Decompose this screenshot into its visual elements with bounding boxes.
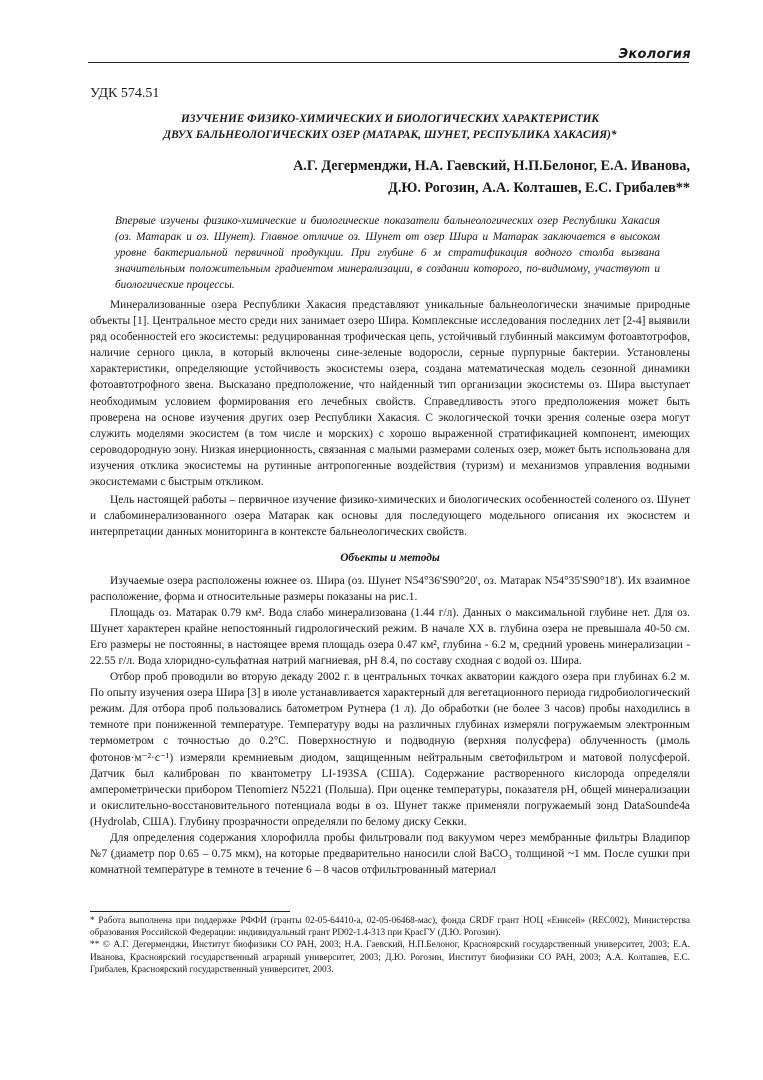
header-rule (88, 62, 689, 63)
section-heading: Объекты и методы (340, 552, 440, 565)
footnotes (90, 915, 690, 976)
footnote-rule (90, 911, 290, 912)
title-line: ИЗУЧЕНИЕ ФИЗИКО-ХИМИЧЕСКИХ И БИОЛОГИЧЕСКИХ ХАРАКТЕРИСТИК (180, 113, 600, 125)
journal-section-label: Экология (618, 47, 691, 62)
footnote: * Работа выполнена при поддержке РФФИ (гранты 02-05-64410-а, 02-05-06468-мас), фонда CRDF грант НОЦ «Енисей» (REC002), Министерства образования Российской Федерации: индивидуальный грант PD02-1.4-313 при КрасГУ (Д.Ю. Рогозин). (90, 916, 690, 939)
paragraph: Цель настоящей работы – первичное изучение физико-химических и биологических особенностей соленого оз. Шунет и слабоминерализованного озера Матарак как основы для последующего модельного описания их экосистем и интерпретации данных мониторинга в контексте бальнеологических свойств. (90, 494, 690, 539)
article-title (90, 111, 690, 143)
title-line: ДВУХ БАЛЬНЕОЛОГИЧЕСКИХ ОЗЕР (МАТАРАК, ШУНЕТ, РЕСПУБЛИКА ХАКАСИЯ)* (163, 129, 617, 141)
paragraph: Минерализованные озера Республики Хакасия представляют уникальные бальнеологически значимые природные объекты [1]. Центральное место среди них занимает озеро Шира. Комплексные исследования последних лет [2-4] выявили ряд особенностей его экосистемы: редуцированная трофическая цепь, устойчивый глубинный максимум фотоавтотрофов, наличие серного цикла, в который включены сине-зеленые водоросли, серные пурпурные бактерии. Установлены характеристики, определяющие устойчивость экосистемы озера, создана математическая модель сезонной динамики фотоавтотрофного звена. Высказано предположение, что найденный тип организации экосистемы оз. Шира выступает необходимым условием формирования его лечебных свойств. Справедливость этого предположения может быть проверена на основе изучения других озер Республики Хакасия. С экологической точки зрения соленые озера могут служить моделями экосистем (в том числе и морских) с хорошо выраженной стратификацией компонент, имеющих сероводородную зону. Низкая инерционность, связанная с малыми размерами соленых озер, может быть использована для изучения отклика экосистемы на рутинные антропогенные воздействия (туризм) и механизмов управления водными экосистемами с быстрым откликом. (90, 299, 690, 489)
abstract: Впервые изучены физико-химические и биологические показатели бальнеологических озер Республики Хакасия (оз. Матарак и оз. Шунет). Главное отличие оз. Шунет от озер Шира и Матарак заключается в высоком уровне бактериальной первичной продукции. При глубине 6 м стратификация водного столба вызвана значительным положительным градиентом минерализации, в создании которого, по-видимому, участвуют и биологические процессы. (115, 215, 660, 291)
paragraph: Для определения содержания хлорофилла пробы фильтровали под вакуумом через мембранные фильтры Владипор №7 (диаметр пор 0.65 – 0.75 мкм), на которые предварительно наносили слой BaCO₃ толщиной ~1 мм. После сушки при комнатной температуре в темноте в течение 6 – 8 часов отфильтрованный материал (90, 832, 690, 877)
author-list (90, 155, 690, 199)
paragraph: Изучаемые озера расположены южнее оз. Шира (оз. Шунет N54°36'S90°20', оз. Матарак N54°35'S90°18'). Их взаимное расположение, форма и относительные размеры показаны на рис.1. (90, 574, 690, 603)
author-line: Д.Ю. Рогозин, А.А. Колташев, Е.С. Грибалев** (388, 180, 690, 196)
article-body (90, 297, 690, 878)
footnote: ** © А.Г. Дегерменджи, Институт биофизики СО РАН, 2003; Н.А. Гаевский, Н.П.Белоног, Красноярский государственный университет, 2003; Е.А. Иванова, Красноярский государственный аграрный университет, 2003; Д.Ю. Рогозин, Институт биофизики СО РАН, 2003; А.А. Колташев, Е.С. Грибалев, Красноярский государственный университет, 2003. (90, 940, 690, 975)
author-line: А.Г. Дегерменджи, Н.А. Гаевский, Н.П.Белоног, Е.А. Иванова, (293, 158, 690, 174)
paragraph: Отбор проб проводили во вторую декаду 2002 г. в центральных точках акватории каждого озера при глубинах 6.2 м. По опыту изучения озера Шира [3] в июле устанавливается характерный для вегетационного периода гидробиологический режим. Для отбора проб пользовались батометром Рутнера (1 л). До обработки (не более 3 часов) пробы находились в темноте при пониженной температуре. Температуру воды на различных глубинах измеряли погружаемым электронным термометром с точностью до 0.2°C. Поверхностную и подводную (верхняя полусфера) облученность (µмоль фотонов·м⁻²·с⁻¹) измеряли кремниевым диодом, защищенным нейтральным светофильтром и матовой полусферой. Датчик был калиброван по квантометру LI-193SA (США). Содержание растворенного кислорода определяли амперометрически прибором Tlenomierz N5221 (Польша). При оценке температуры, показателя pH, общей минерализации и окислительно-восстановительного потенциала воды в оз. Шунет также применяли погружаемый зонд DataSounde4a (Hydrolab, США). Глубину прозрачности определяли по белому диску Секки. (90, 671, 690, 828)
udk-code: УДК 574.51 (90, 86, 160, 101)
paragraph: Площадь оз. Матарак 0.79 км². Вода слабо минерализована (1.44 г/л). Данных о максимальной глубине нет. Для оз. Шунет характерен крайне непостоянный гидрологический режим. В начале XX в. глубина озера не превышала 40-50 см. Его размеры не постоянны, в настоящее время площадь озера 0.47 км², глубина - 6.2 м, средний уровень минерализации - 22.55 г/л. Вода хлоридно-сульфатная натрий магниевая, pH 8.4, по составу сходная с водой оз. Шира. (90, 606, 690, 667)
